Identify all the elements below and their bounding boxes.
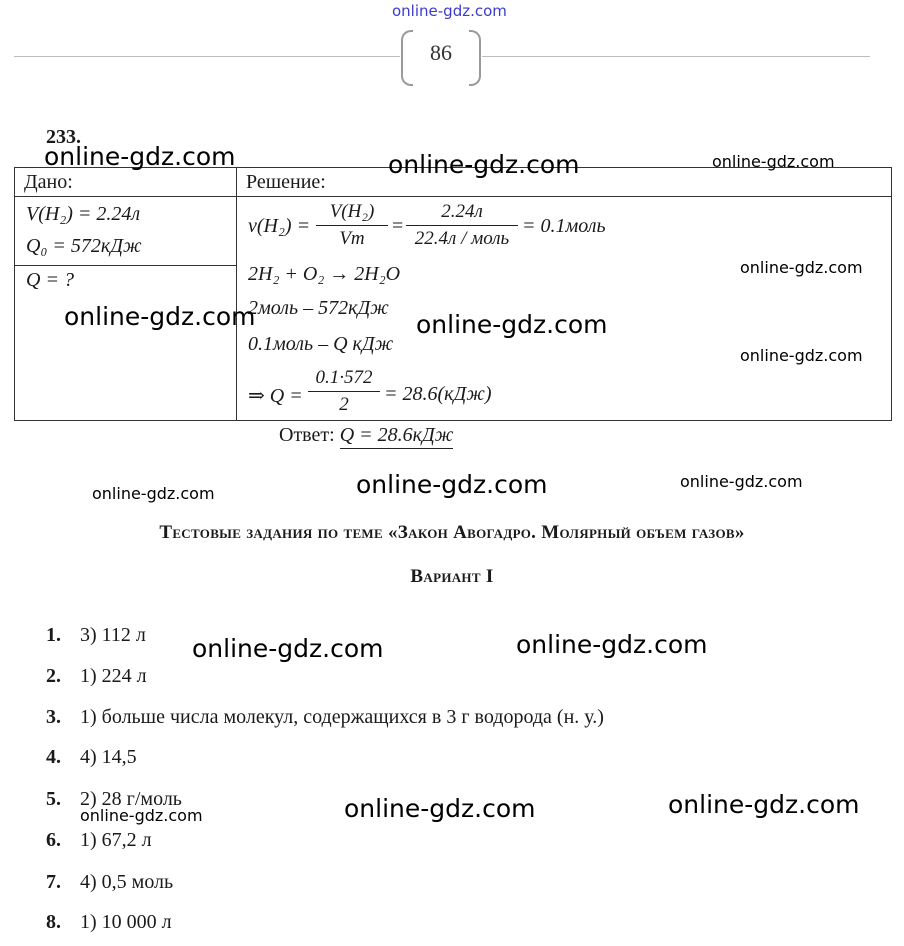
answer-item-4: 4. 4) 14,5 <box>46 746 137 768</box>
answer-item-5: 5. 2) 28 г/моль <box>46 788 182 810</box>
answer-item-3: 3. 1) больше числа молекул, содержащихся в 3 г водорода (н. у.) <box>46 706 604 728</box>
fraction-values <box>406 201 518 250</box>
header-rule-left <box>14 56 400 57</box>
watermark: online-gdz.com <box>740 346 863 365</box>
watermark: online-gdz.com <box>416 310 608 339</box>
result-moles: = 0.1моль <box>522 215 606 237</box>
watermark: online-gdz.com <box>668 790 860 819</box>
watermark: online-gdz.com <box>680 472 803 491</box>
watermark: online-gdz.com <box>740 258 863 277</box>
header-rule-right <box>482 56 870 57</box>
given-volume: V(H₂) = 2.24л <box>26 203 141 225</box>
reaction-equation: 2H₂ + O₂ → 2H₂O <box>248 263 401 285</box>
answer-item-6: 6. 1) 67,2 л <box>46 829 152 851</box>
watermark: online-gdz.com <box>64 302 256 331</box>
answer-item-1: 1. 3) 112 л <box>46 624 146 646</box>
answer-line <box>279 424 453 447</box>
q-lhs: ⇒ Q = <box>248 385 303 407</box>
frac2-den: 22.4л / моль <box>414 228 510 249</box>
find-q: Q = ? <box>26 269 74 291</box>
watermark: online-gdz.com <box>44 142 236 171</box>
page-number-frame <box>401 30 481 82</box>
page-number: 86 <box>430 40 452 65</box>
watermark: online-gdz.com <box>344 794 536 823</box>
solution-table <box>14 167 892 421</box>
proportion-line-1: 2моль – 572кДж <box>248 297 389 319</box>
answer-label: Ответ: <box>279 424 335 446</box>
given-heat: Q₀ = 572кДж <box>26 235 142 257</box>
watermark: online-gdz.com <box>516 630 708 659</box>
fraction-q <box>308 367 380 416</box>
problem-number: 233. <box>46 126 81 148</box>
answer-value: Q = 28.6кДж <box>340 424 454 449</box>
frac3-den: 2 <box>339 394 349 415</box>
fraction-v-over-vm <box>316 201 388 250</box>
frac1-den: Vm <box>339 228 365 249</box>
frac1-num: V(H₂) <box>329 201 375 222</box>
variant-title: Вариант I <box>410 566 494 587</box>
eq-sign: = <box>392 215 404 237</box>
section-title: Тестовые задания по теме «Закон Авогадро. Молярный объем газов» <box>159 522 745 543</box>
watermark: online-gdz.com <box>356 470 548 499</box>
frac2-num: 2.24л <box>441 201 483 222</box>
nu-lhs: ν(H₂) = <box>248 215 311 237</box>
proportion-line-2: 0.1моль – Q кДж <box>248 333 394 355</box>
result-heat: = 28.6(кДж) <box>384 383 492 405</box>
watermark: online-gdz.com <box>388 150 580 179</box>
answer-item-8: 8. 1) 10 000 л <box>46 911 172 933</box>
watermark: online-gdz.com <box>80 806 203 825</box>
header-watermark[interactable]: online-gdz.com <box>392 2 507 20</box>
solution-header: Решение: <box>246 171 326 193</box>
watermark: online-gdz.com <box>712 152 835 171</box>
answer-item-7: 7. 4) 0,5 моль <box>46 871 174 893</box>
watermark: online-gdz.com <box>92 484 215 503</box>
watermark: online-gdz.com <box>192 634 384 663</box>
given-header: Дано: <box>24 171 73 193</box>
answer-item-2: 2. 1) 224 л <box>46 665 147 687</box>
frac3-num: 0.1·572 <box>315 367 373 388</box>
